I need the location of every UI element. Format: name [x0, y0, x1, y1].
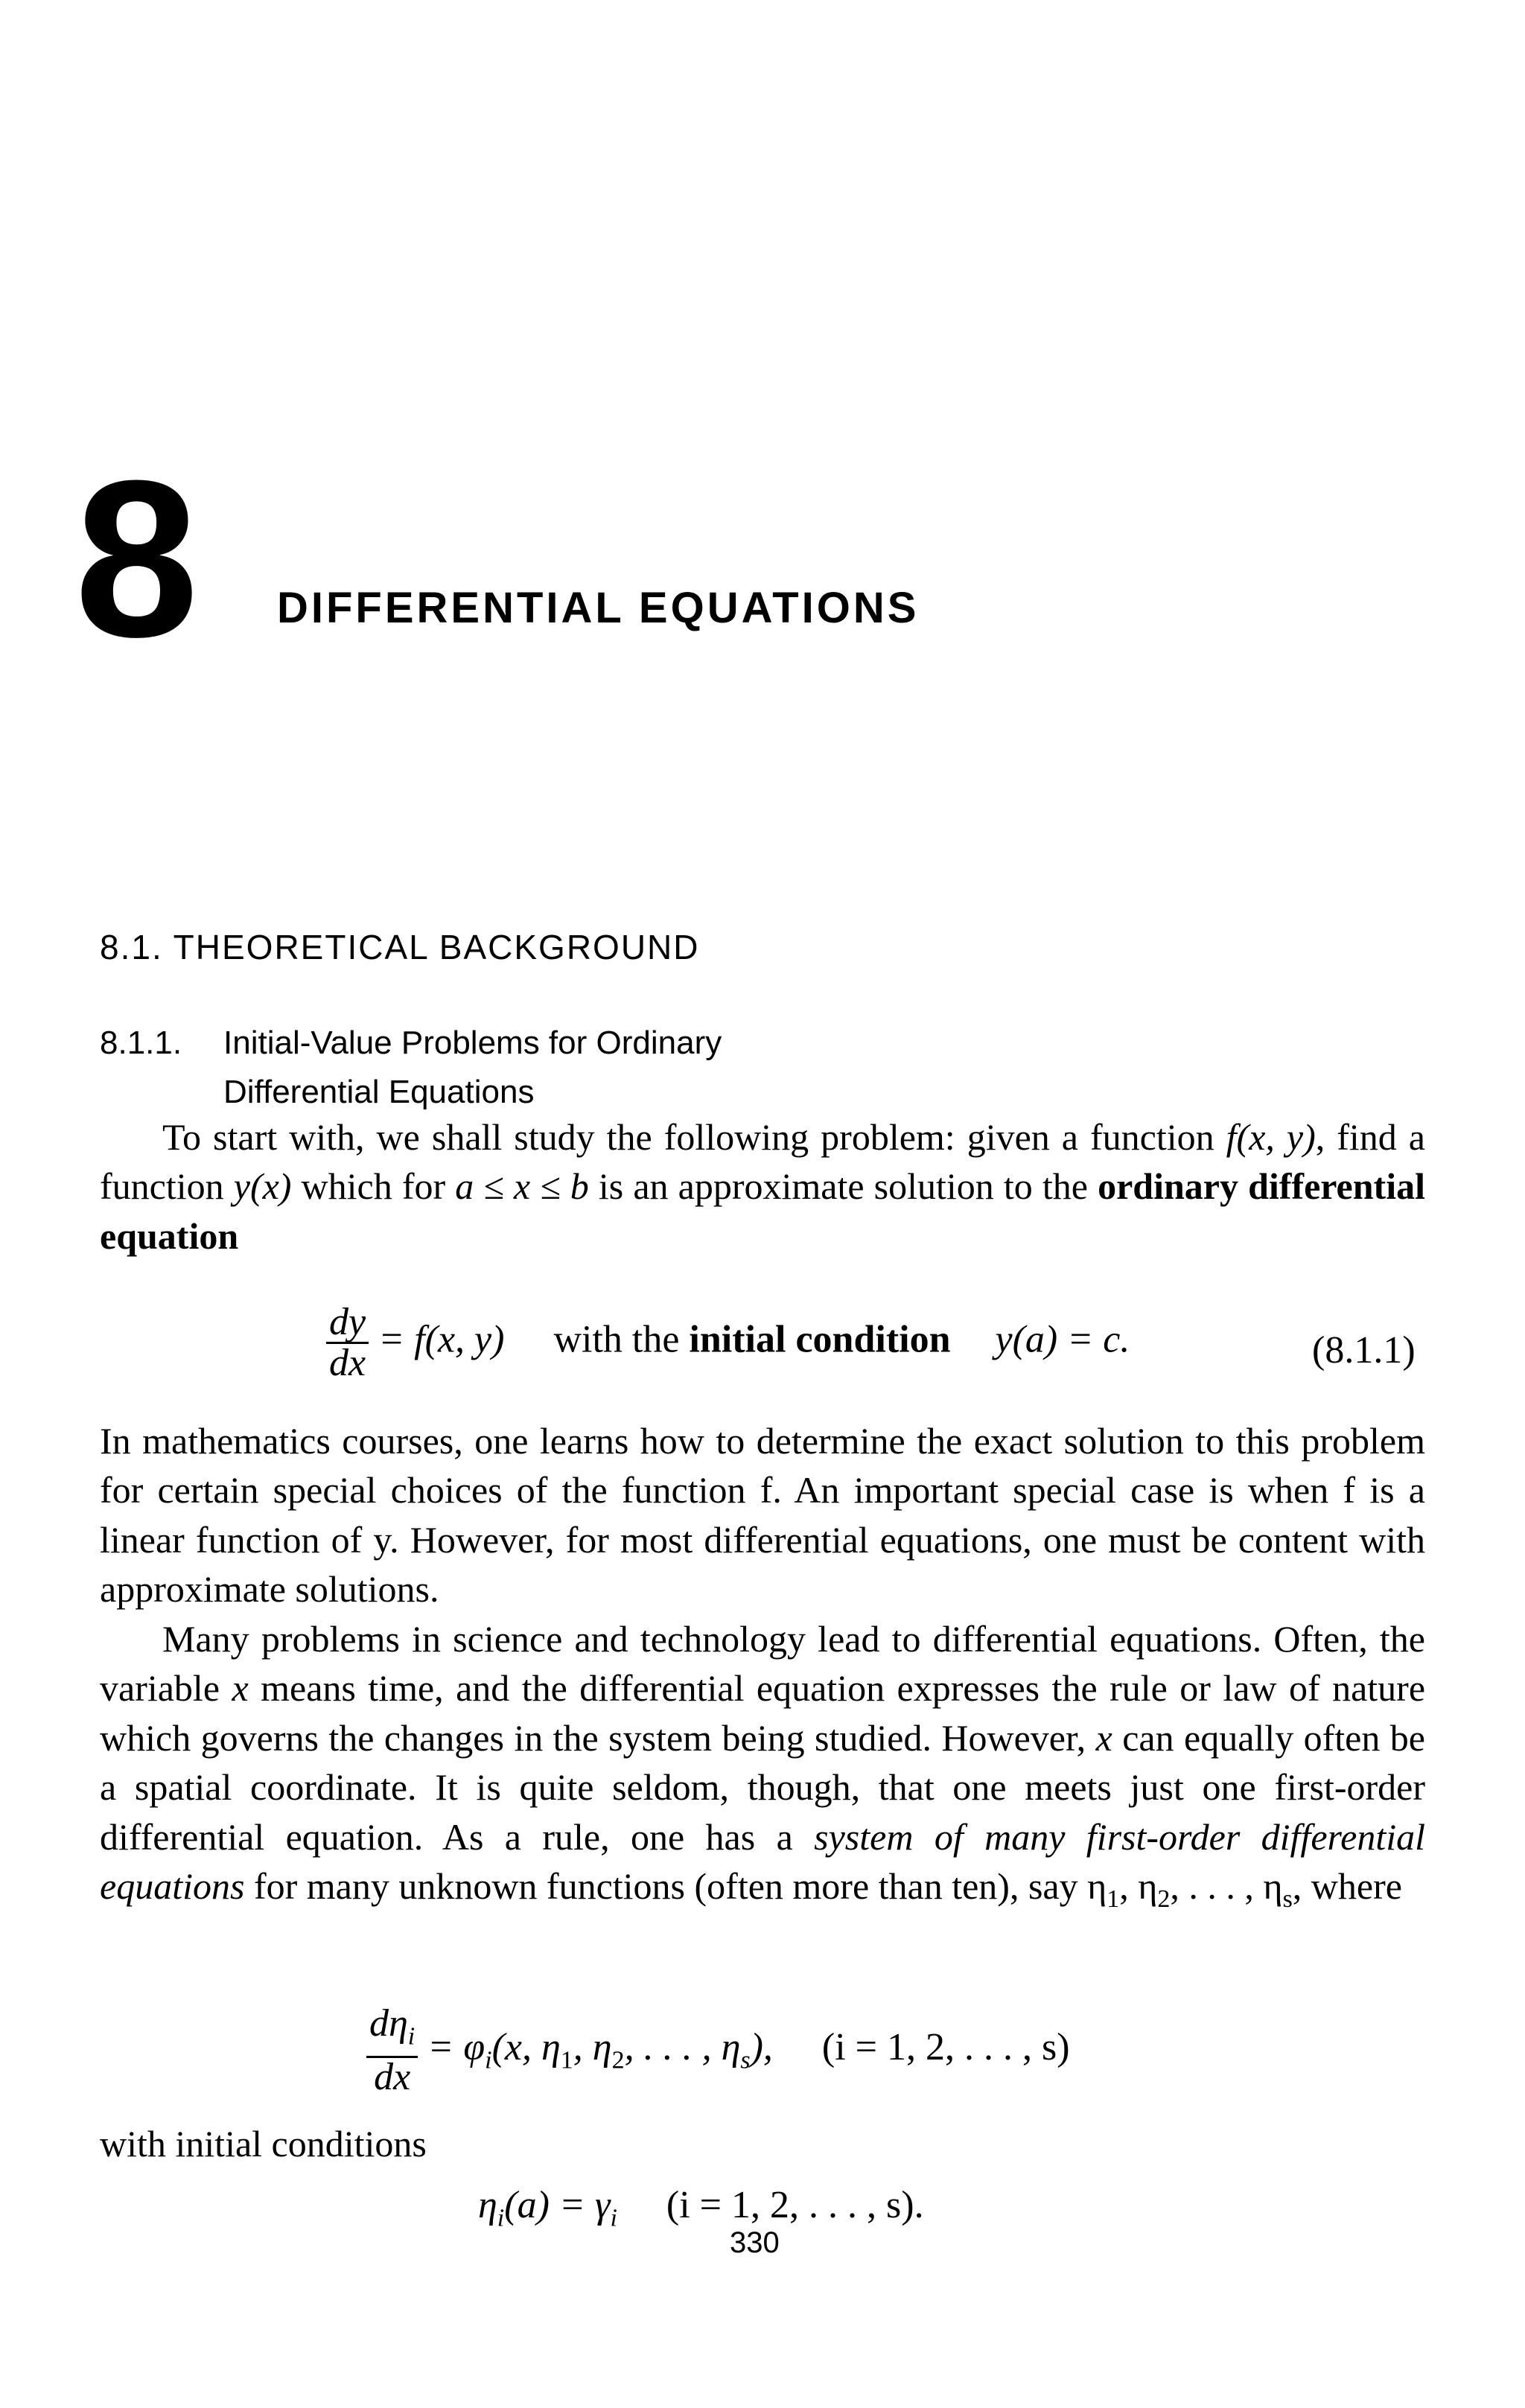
paragraph-intro: To start with, we shall study the following problem: given a function f(x, y), find a function y(x) which for a ≤ x ≤ b is an approximate solution to the ordinary differential equation	[100, 1116, 1425, 1257]
paragraph-exact-solutions: In mathematics courses, one learns how to determine the exact solution to this problem for certain special choices of the function f. An important special case is when f is a linear function of y. However, for most differential equations, one must be content with approximate solutions.	[100, 1420, 1425, 1611]
term-system-of-equations: system of many first-order differential equations	[100, 1815, 1425, 1908]
chapter-title: DIFFERENTIAL EQUATIONS	[277, 584, 920, 632]
term-ordinary-differential-equation: ordinary differential equation	[100, 1165, 1425, 1257]
fraction-deta-dx: $\frac{d\eta_i}{dx}$	[366, 2004, 418, 2097]
subsection-number: 8.1.1.	[100, 1025, 182, 1061]
equation-label: (8.1.1)	[1312, 1329, 1416, 1372]
subsection-title-line1: Initial-Value Problems for Ordinary	[223, 1025, 722, 1061]
page-number: 330	[730, 2226, 780, 2259]
paragraph-applications: Many problems in science and technology lead to differential equations. Often, the variable x means time, and the differential equation expresses the rule or law of nature which governs the changes in the system being studied. However, x can equally often be a spatial coordinate. It is quite seldom, though, that one meets just one first-order differential equation. As a rule, one has a system of many first-order differential equations for many unknown functions (often more than ten), say $\eta_1$, $\eta_2$, . . . , $\eta_s$, where	[100, 1618, 1426, 1914]
subsection-heading	[100, 1019, 722, 1117]
chapter-number: 8	[74, 433, 199, 684]
section-heading: 8.1. THEORETICAL BACKGROUND	[100, 928, 700, 966]
equation-system: $\frac{d\eta_i}{dx}$ = $\varphi_i(x$, $\eta_1$, $\eta_2$, . . . , $\eta_s$), (i = 1, 2, . . . , s)	[366, 2004, 1070, 2097]
paragraph-initial-conditions: with initial conditions	[100, 2123, 427, 2165]
equation-8-1-1: $\frac{dy}{dx}$ = f(x, y) with the initial condition y(a) = c.	[326, 1303, 1130, 1383]
equation-initial-conditions: $\eta_i(a) = \gamma_i$ (i = 1, 2, . . . , s).	[478, 2184, 924, 2232]
fraction-dy-dx: $\frac{dy}{dx}$	[326, 1303, 369, 1383]
subsection-title-line2: Differential Equations	[223, 1074, 535, 1110]
